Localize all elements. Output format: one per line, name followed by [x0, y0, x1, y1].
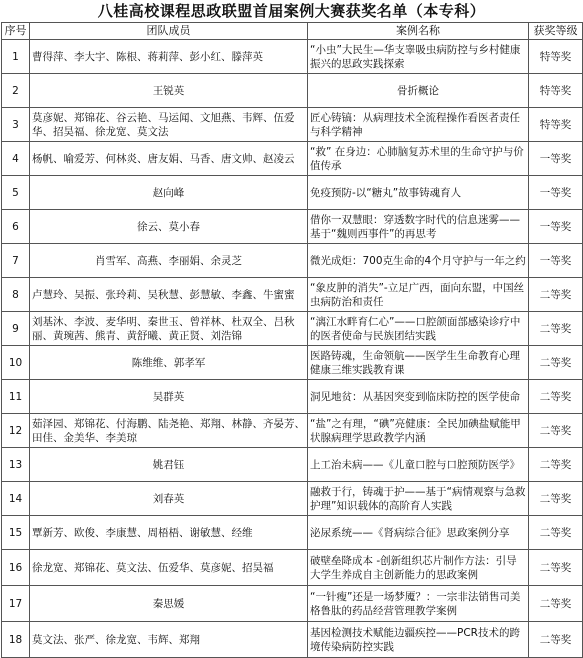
row-number: 13 — [2, 448, 30, 482]
table-row — [2, 210, 583, 244]
table-row — [2, 622, 583, 658]
table-row — [2, 244, 583, 278]
award-level: 一等奖 — [529, 244, 583, 278]
award-level: 二等奖 — [529, 448, 583, 482]
row-number: 14 — [2, 482, 30, 516]
case-name: “救” 在身边：心肺脑复苏术里的生命守护与价值传承 — [308, 142, 529, 176]
table-row — [2, 278, 583, 312]
award-level: 二等奖 — [529, 622, 583, 658]
team-members: 莫文法、张严、徐龙宽、韦辉、郑翔 — [30, 622, 308, 658]
table-row — [2, 550, 583, 586]
row-number: 17 — [2, 586, 30, 622]
award-level: 二等奖 — [529, 312, 583, 346]
table-row — [2, 414, 583, 448]
team-members: 卢慧玲、吴振、张玲莉、吴秋慧、彭慧敏、李鑫、牛蜜蜜 — [30, 278, 308, 312]
case-name: 免疫预防-以“糖丸”故事铸魂育人 — [308, 176, 529, 210]
row-number: 1 — [2, 40, 30, 74]
row-number: 2 — [2, 74, 30, 108]
award-level: 特等奖 — [529, 108, 583, 142]
team-members: 王锐英 — [30, 74, 308, 108]
row-number: 5 — [2, 176, 30, 210]
table-header-row — [2, 23, 583, 40]
row-number: 4 — [2, 142, 30, 176]
team-members: 杨帆、喻爱芳、何林炎、唐友娟、马香、唐文帅、赵凌云 — [30, 142, 308, 176]
award-level: 一等奖 — [529, 210, 583, 244]
case-name: 泌尿系统——《肾病综合征》思政案例分享 — [308, 516, 529, 550]
award-level: 二等奖 — [529, 516, 583, 550]
table-row — [2, 448, 583, 482]
case-name: 医路铸魂，生命领航——医学生生命教育心理健康三维实践教育课 — [308, 346, 529, 380]
row-number: 8 — [2, 278, 30, 312]
case-name: 匠心铸镐：从病理技术全流程操作看医者责任与科学精神 — [308, 108, 529, 142]
row-number: 16 — [2, 550, 30, 586]
row-number: 18 — [2, 622, 30, 658]
case-name: 融救于行，铸魂于护——基于“病情观察与急救护理”知识载体的高阶育人实践 — [308, 482, 529, 516]
table-row — [2, 108, 583, 142]
case-name: 基因检测技术赋能边疆疾控——PCR技术的跨境传染病防控实践 — [308, 622, 529, 658]
case-name: 破壁垒降成本 -创新组织芯片制作方法：引导大学生养成自主创新能力的思政案例 — [308, 550, 529, 586]
case-name: 洞见地贫：从基因突变到临床防控的医学使命 — [308, 380, 529, 414]
table-row — [2, 346, 583, 380]
award-level: 一等奖 — [529, 142, 583, 176]
team-members: 姚君钰 — [30, 448, 308, 482]
team-members: 吴群英 — [30, 380, 308, 414]
case-name: 骨折概论 — [308, 74, 529, 108]
team-members: 徐龙宽、郑锦花、莫文法、伍爱华、莫彦妮、招昊福 — [30, 550, 308, 586]
header-case: 案例名称 — [308, 23, 529, 40]
award-level: 二等奖 — [529, 380, 583, 414]
case-name: 上工治未病——《儿童口腔与口腔预防医学》 — [308, 448, 529, 482]
team-members: 秦思媛 — [30, 586, 308, 622]
award-level: 二等奖 — [529, 346, 583, 380]
award-level: 特等奖 — [529, 74, 583, 108]
team-members: 肖雪军、高燕、李丽娟、余灵芝 — [30, 244, 308, 278]
team-members: 茹泽园、郑锦花、付海鹏、陆尧艳、郑翔、林静、齐晏芳、田佳、金美华、李美琼 — [30, 414, 308, 448]
table-row — [2, 40, 583, 74]
table-row — [2, 380, 583, 414]
case-name: “一针瘦”还是一场梦魇？：一宗非法销售司美格鲁肽的药品经营管理教学案例 — [308, 586, 529, 622]
row-number: 9 — [2, 312, 30, 346]
case-name: “盐”之有理，“碘”亮健康：全民加碘盐赋能甲状腺病理学思政教学内涵 — [308, 414, 529, 448]
row-number: 12 — [2, 414, 30, 448]
team-members: 覃新芳、欧俊、李康慧、周梧梧、谢敏慧、经维 — [30, 516, 308, 550]
award-level: 二等奖 — [529, 278, 583, 312]
case-name: 借你一双慧眼：穿透数字时代的信息迷雾——基于“魏则西事件”的再思考 — [308, 210, 529, 244]
table-row — [2, 312, 583, 346]
row-number: 15 — [2, 516, 30, 550]
award-level: 一等奖 — [529, 176, 583, 210]
document-title: 八桂高校课程思政联盟首届案例大赛获奖名单（本专科） — [97, 2, 486, 20]
team-members: 莫彦妮、郑锦花、谷云艳、马运闻、文旭燕、韦辉、伍爱华、招昊福、徐龙宽、莫文法 — [30, 108, 308, 142]
row-number: 3 — [2, 108, 30, 142]
award-level: 特等奖 — [529, 40, 583, 74]
header-members: 团队成员 — [30, 23, 308, 40]
award-level: 二等奖 — [529, 414, 583, 448]
team-members: 刘基沐、李波、麦华明、秦世玉、曾祥林、杜双全、吕秋丽、黄琬茜、熊青、黄舒曦、黄正贤、刘浩锦 — [30, 312, 308, 346]
table-row — [2, 142, 583, 176]
table-row — [2, 516, 583, 550]
table-row — [2, 74, 583, 108]
case-name: “小虫”大民生—华支睾吸虫病防控与乡村健康振兴的思政实践探索 — [308, 40, 529, 74]
award-level: 二等奖 — [529, 550, 583, 586]
row-number: 7 — [2, 244, 30, 278]
team-members: 徐云、莫小春 — [30, 210, 308, 244]
header-no: 序号 — [2, 23, 30, 40]
award-level: 二等奖 — [529, 586, 583, 622]
row-number: 11 — [2, 380, 30, 414]
case-name: “漓江水畔育仁心”——口腔颌面部感染诊疗中的医者使命与民族团结实践 — [308, 312, 529, 346]
award-table — [1, 22, 583, 658]
case-name: “象皮肿的消失”-立足广西，面向东盟，中国丝虫病防治和责任 — [308, 278, 529, 312]
team-members: 刘春英 — [30, 482, 308, 516]
award-level: 二等奖 — [529, 482, 583, 516]
header-award: 获奖等级 — [529, 23, 583, 40]
row-number: 6 — [2, 210, 30, 244]
row-number: 10 — [2, 346, 30, 380]
team-members: 赵向峰 — [30, 176, 308, 210]
table-row — [2, 482, 583, 516]
table-row — [2, 176, 583, 210]
table-body — [2, 40, 583, 658]
table-row — [2, 586, 583, 622]
team-members: 陈维维、郭孝军 — [30, 346, 308, 380]
case-name: 微光成炬：700克生命的4个月守护与一年之约 — [308, 244, 529, 278]
team-members: 曹得萍、李大宇、陈根、蒋莉萍、彭小红、滕萍英 — [30, 40, 308, 74]
